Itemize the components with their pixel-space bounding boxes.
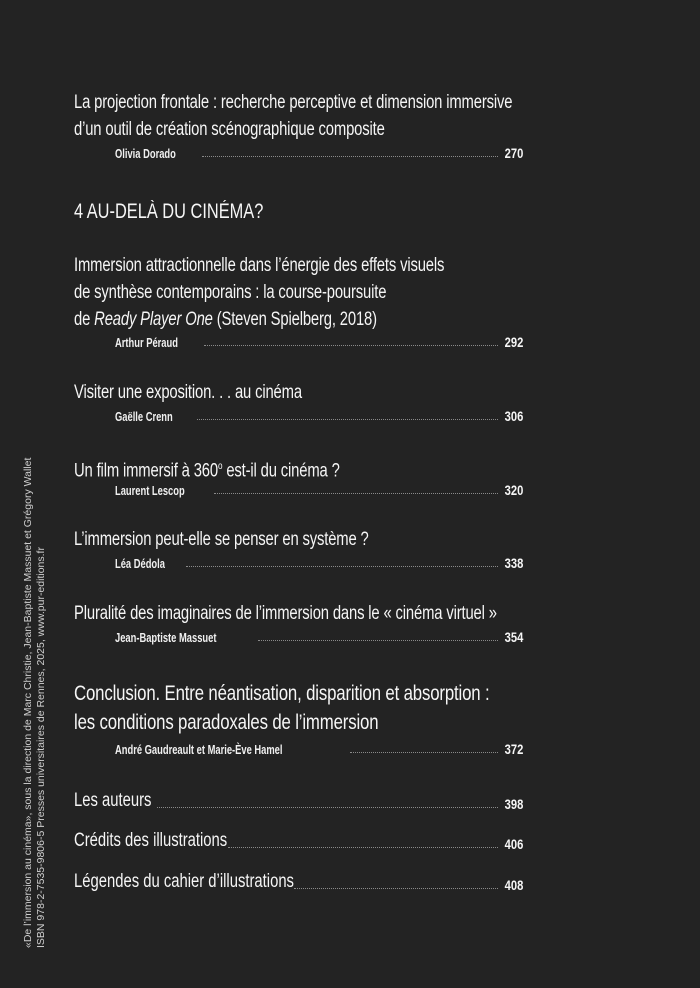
title-line: Immersion attractionnelle dans l’énergie des effets visuels — [74, 255, 445, 276]
author-name: Gaëlle Crenn — [115, 409, 173, 424]
page-number: 408 — [504, 877, 523, 893]
conclusion-title — [74, 679, 593, 737]
dot-leader — [197, 418, 497, 420]
title-line: d’un outil de création scénographique composite — [74, 119, 385, 140]
back-matter-title: Crédits des illustrations — [74, 830, 228, 851]
page-number: 270 — [504, 145, 523, 161]
toc-entry-title — [74, 252, 549, 333]
toc-entry-author-row[interactable] — [115, 143, 523, 161]
side-note-line: ISBN 978-2-7535-9806-5 Presses universitaires de Rennes, 2025, www.pur-editions.fr — [35, 547, 47, 948]
page-number: 338 — [504, 555, 523, 571]
dot-leader — [186, 565, 497, 567]
toc-entry-title — [74, 379, 366, 406]
title-line: L’immersion peut-elle se penser en système ? — [74, 529, 369, 550]
page-number: 292 — [504, 334, 523, 350]
title-line: Visiter une exposition. . . au cinéma — [74, 382, 302, 403]
dot-leader — [157, 806, 497, 808]
dot-leader — [258, 639, 498, 641]
page-number: 354 — [504, 629, 523, 645]
title-text: est-il du cinéma ? — [222, 460, 340, 482]
page-number: 406 — [504, 836, 523, 852]
title-line: de synthèse contemporains : la course-poursuite — [74, 282, 387, 303]
toc-back-matter-credits[interactable] — [74, 828, 523, 852]
toc-entry-author-row[interactable] — [115, 332, 523, 350]
toc-entry-title — [74, 89, 636, 143]
title-line: Conclusion. Entre néantisation, disparition et absorption : — [74, 682, 490, 705]
title-text: Un film immersif à 360 — [74, 460, 218, 482]
toc-entry-author-row[interactable] — [115, 480, 523, 498]
toc-entry-author-row[interactable] — [115, 739, 523, 757]
author-name: Olivia Dorado — [115, 146, 176, 161]
toc-back-matter-les-auteurs[interactable] — [74, 788, 523, 812]
dot-leader — [202, 155, 498, 157]
degree-superscript: o — [217, 461, 223, 472]
title-line: les conditions paradoxales de l’immersion — [74, 711, 379, 734]
title-line: La projection frontale : recherche perceptive et dimension immersive — [74, 92, 513, 113]
toc-back-matter-legendes[interactable] — [74, 869, 523, 893]
dot-leader — [214, 492, 498, 494]
back-matter-title: Les auteurs — [74, 790, 152, 811]
author-name: Jean-Baptiste Massuet — [115, 630, 217, 645]
dot-leader — [294, 887, 498, 889]
title-text: (Steven Spielberg, 2018) — [212, 309, 377, 330]
part-heading: 4 AU-DELÀ DU CINÉMA? — [74, 200, 264, 223]
title-line — [74, 306, 444, 333]
title-text: de — [74, 309, 95, 330]
title-line: Pluralité des imaginaires de l’immersion dans le « cinéma virtuel » — [74, 603, 497, 624]
toc-entry-title — [74, 526, 452, 553]
author-name: André Gaudreault et Marie-Ève Hamel — [115, 742, 283, 757]
toc-entry-title — [74, 600, 616, 627]
page-number: 320 — [504, 482, 523, 498]
dot-leader — [204, 344, 497, 346]
back-matter-title: Légendes du cahier d’illustrations — [74, 871, 294, 892]
dot-leader — [350, 751, 498, 753]
toc-entry-author-row[interactable] — [115, 553, 523, 571]
page-number: 306 — [504, 408, 523, 424]
author-name: Arthur Péraud — [115, 335, 178, 350]
copyright-side-note — [22, 458, 48, 948]
side-note-line: «De l’immersion au cinéma», sous la direction de Marc Christie, Jean-Baptiste Massuet et Grégory Wallet — [22, 457, 34, 948]
toc-entry-author-row[interactable] — [115, 627, 523, 645]
author-name: Léa Dédola — [115, 556, 165, 571]
toc-entry-author-row[interactable] — [115, 406, 523, 424]
page-number: 372 — [504, 741, 523, 757]
dot-leader — [228, 846, 497, 848]
film-title-italic: Ready Player One — [94, 309, 213, 330]
author-name: Laurent Lescop — [115, 483, 185, 498]
page-number: 398 — [504, 796, 523, 812]
